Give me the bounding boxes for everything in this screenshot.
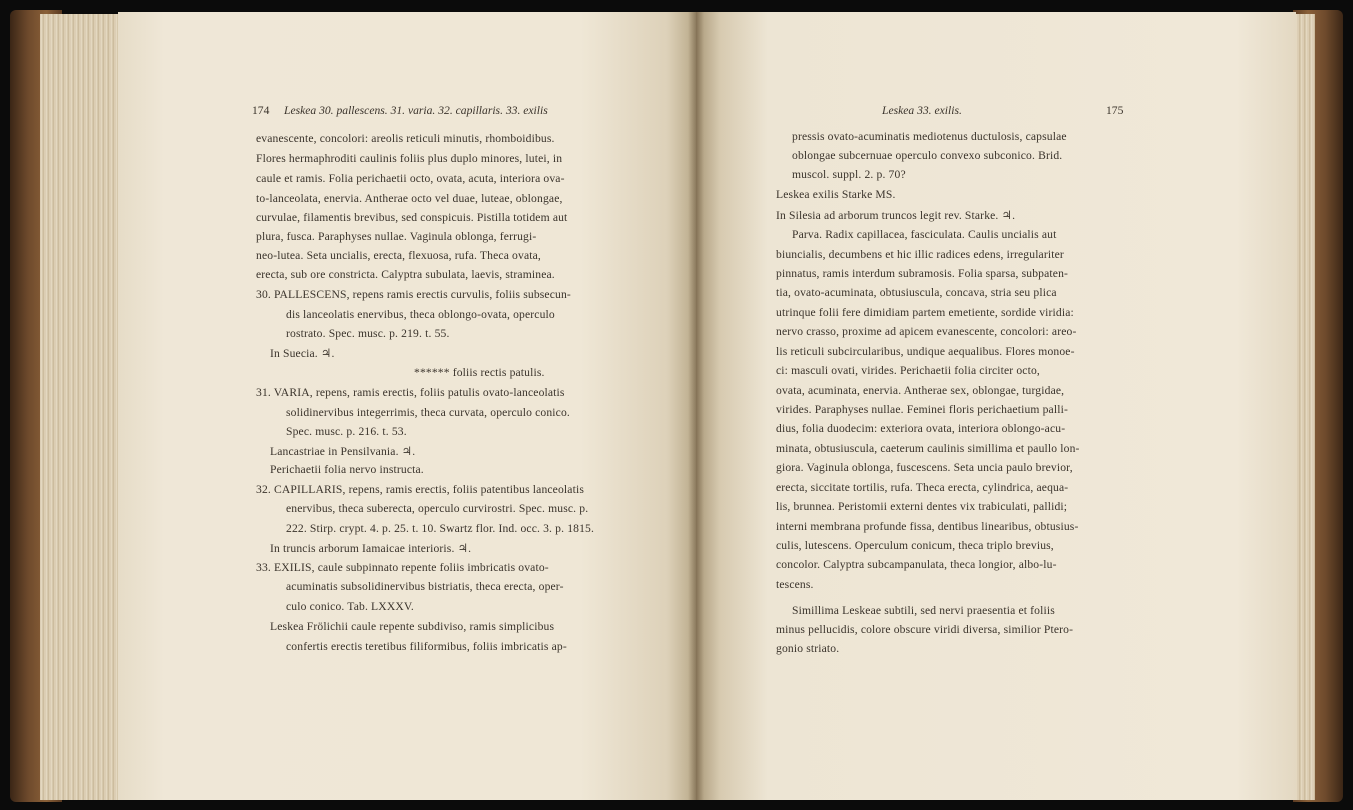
left-running-head: Leskea 30. pallescens. 31. varia. 32. capillaris. 33. exilis xyxy=(284,104,548,117)
text-line: tescens. xyxy=(776,578,814,591)
section-divider: ****** foliis rectis patulis. xyxy=(414,366,545,379)
text-line: Leskea exilis Starke MS. xyxy=(776,188,896,201)
text-line: In Silesia ad arborum truncos legit rev. Starke. ♃. xyxy=(776,209,1016,222)
species-31-heading: 31. VARIA, repens, ramis erectis, foliis patulis ovato-lanceolatis xyxy=(256,386,565,399)
text-line: minata, obtusiuscula, caeterum caulinis simillima et paullo lon- xyxy=(776,442,1080,455)
text-line: caule et ramis. Folia perichaetii octo, ovata, acuta, interiora ova- xyxy=(256,172,565,185)
text-line: enervibus, theca suberecta, operculo curvirostri. Spec. musc. p. xyxy=(286,502,589,515)
text-line: virides. Paraphyses nullae. Feminei floris perichaetium palli- xyxy=(776,403,1068,416)
text-line: tia, ovato-acuminata, obtusiuscula, concava, stria seu plica xyxy=(776,286,1057,299)
text-line: interni membrana profunde fissa, dentibus linearibus, obtusius- xyxy=(776,520,1079,533)
text-line: lis, brunnea. Peristomii externi dentes vix trabiculati, pallidi; xyxy=(776,500,1068,513)
text-line: neo-lutea. Seta uncialis, erecta, flexuosa, rufa. Theca ovata, xyxy=(256,249,541,262)
text-line: pressis ovato-acuminatis mediotenus ductulosis, capsulae xyxy=(792,130,1067,143)
text-line: Parva. Radix capillacea, fasciculata. Caulis uncialis aut xyxy=(792,228,1057,241)
text-line: rostrato. Spec. musc. p. 219. t. 55. xyxy=(286,327,450,340)
text-line: pinnatus, ramis interdum subramosis. Folia sparsa, subpaten- xyxy=(776,267,1069,280)
text-line: Perichaetii folia nervo instructa. xyxy=(270,463,424,476)
text-line: acuminatis subsolidinervibus bistriatis, theca erecta, oper- xyxy=(286,580,564,593)
text-line: to-lanceolata, enervia. Antherae octo vel duae, luteae, oblongae, xyxy=(256,192,563,205)
right-running-head: Leskea 33. exilis. xyxy=(882,104,962,117)
text-line: dius, folia duodecim: exteriora ovata, interiora oblongo-acu- xyxy=(776,422,1066,435)
text-line: lis reticuli subcircularibus, undique aequalibus. Flores monoe- xyxy=(776,345,1075,358)
text-line: curvulae, filamentis brevibus, sed conspicuis. Pistilla totidem aut xyxy=(256,211,568,224)
text-line: In truncis arborum Iamaicae interioris. ♃. xyxy=(270,542,472,555)
left-page xyxy=(118,12,696,800)
text-line: muscol. suppl. 2. p. 70? xyxy=(792,168,906,181)
text-line: dis lanceolatis enervibus, theca oblongo-ovata, operculo xyxy=(286,308,555,321)
text-line: Flores hermaphroditi caulinis foliis plus duplo minores, lutei, in xyxy=(256,152,563,165)
text-line: erecta, sub ore constricta. Calyptra subulata, laevis, straminea. xyxy=(256,268,555,281)
text-line: Spec. musc. p. 216. t. 53. xyxy=(286,425,407,438)
left-page-edges xyxy=(40,14,121,800)
text-line: erecta, siccitate tortilis, rufa. Theca erecta, cylindrica, aequa- xyxy=(776,481,1069,494)
text-line: Leskea Frölichii caule repente subdiviso, ramis simplicibus xyxy=(270,620,555,633)
text-line: nervo crasso, proxime ad apicem evanescente, concolori: areo- xyxy=(776,325,1077,338)
text-line: giora. Vaginula oblonga, fuscescens. Seta uncia paulo brevior, xyxy=(776,461,1073,474)
text-line: gonio striato. xyxy=(776,642,840,655)
text-line: solidinervibus integerrimis, theca curvata, operculo conico. xyxy=(286,406,570,419)
text-line: plura, fusca. Paraphyses nullae. Vaginula oblonga, ferrugi- xyxy=(256,230,537,243)
text-line: concolor. Calyptra subcampanulata, theca longior, albo-lu- xyxy=(776,558,1057,571)
species-30-heading: 30. PALLESCENS, repens ramis erectis curvulis, foliis subsecun- xyxy=(256,288,571,301)
text-line: 222. Stirp. crypt. 4. p. 25. t. 10. Swartz flor. Ind. occ. 3. p. 1815. xyxy=(286,522,595,535)
book-gutter xyxy=(688,12,704,800)
right-page xyxy=(696,12,1296,800)
text-line: culo conico. Tab. LXXXV. xyxy=(286,600,414,613)
text-line: culis, lutescens. Operculum conicum, theca triplo brevius, xyxy=(776,539,1054,552)
text-line: minus pellucidis, colore obscure viridi diversa, similior Ptero- xyxy=(776,623,1074,636)
left-page-number: 174 xyxy=(252,104,270,117)
text-line: ovata, acuminata, enervia. Antherae sex, oblongae, turgidae, xyxy=(776,384,1065,397)
text-line: ci: masculi ovati, virides. Perichaetii folia circiter octo, xyxy=(776,364,1040,377)
text-line: biuncialis, decumbens et hic illic radices edens, irregulariter xyxy=(776,248,1064,261)
species-33-heading: 33. EXILIS, caule subpinnato repente foliis imbricatis ovato- xyxy=(256,561,549,574)
text-line: confertis erectis teretibus filiformibus, foliis imbricatis ap- xyxy=(286,640,567,653)
text-line: In Suecia. ♃. xyxy=(270,347,335,360)
right-page-number: 175 xyxy=(1106,104,1124,117)
text-line: evanescente, concolori: areolis reticuli minutis, rhomboidibus. xyxy=(256,132,555,145)
text-line: Lancastriae in Pensilvania. ♃. xyxy=(270,445,416,458)
species-32-heading: 32. CAPILLARIS, repens, ramis erectis, foliis patentibus lanceolatis xyxy=(256,483,584,496)
text-line: utrinque folii fere dimidiam partem emetiente, sordide viridia: xyxy=(776,306,1074,319)
text-line: oblongae subcernuae operculo convexo subconico. Brid. xyxy=(792,149,1063,162)
text-line: Simillima Leskeae subtili, sed nervi praesentia et foliis xyxy=(792,604,1055,617)
